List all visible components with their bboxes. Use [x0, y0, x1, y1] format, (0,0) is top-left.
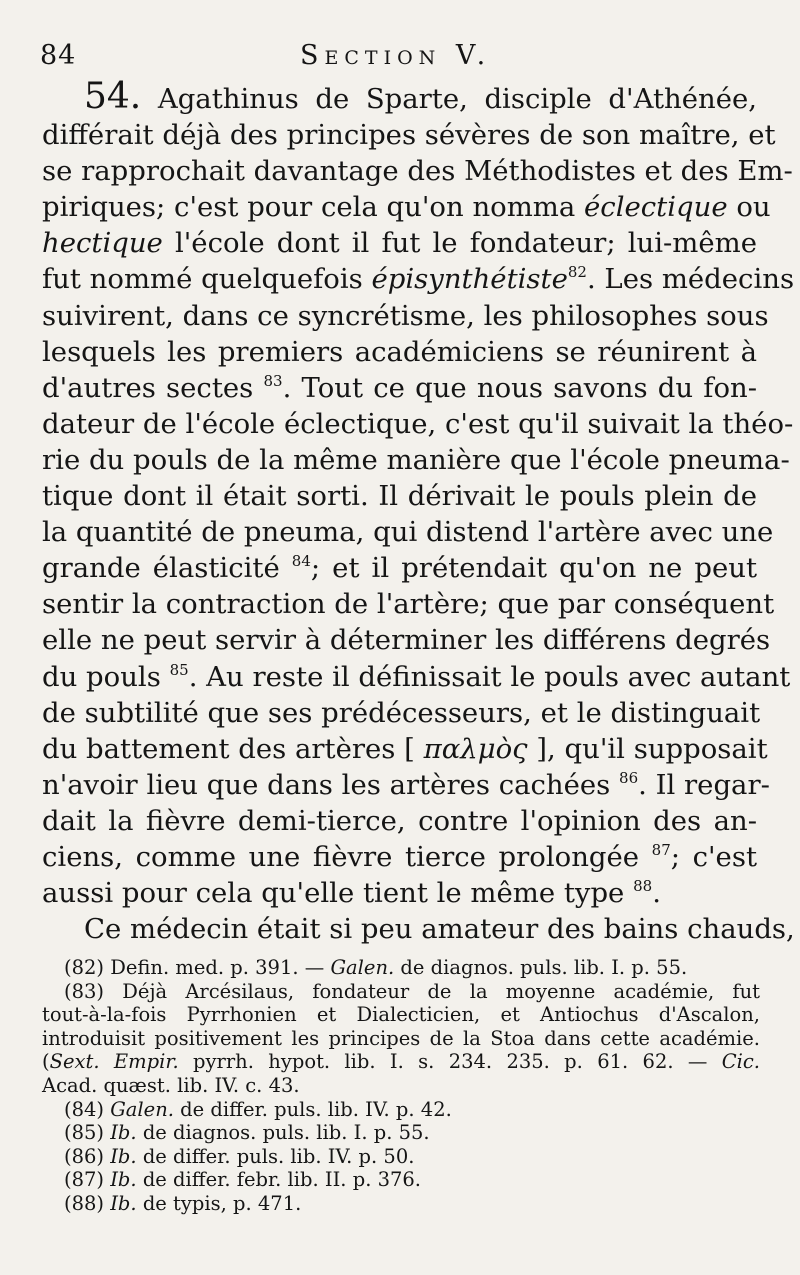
- footnote-82: (82) Defin. med. p. 391. — Galen. de diagnos. puls. lib. I. p. 55.: [64, 956, 688, 979]
- text-line: 54. Agathinus de Sparte, disciple d'Athénée,: [84, 76, 757, 117]
- text-line: dateur de l'école éclectique, c'est qu'il suivait la théo-: [42, 407, 794, 440]
- footnote-83-cont: tout-à-la-fois Pyrrhonien et Dialecticien, et Antiochus d'Ascalon,: [42, 1003, 760, 1027]
- text-line: d'autres sectes $^{83}$. Tout ce que nous savons du fon-: [42, 371, 758, 404]
- italic-term: épisynthétiste: [371, 263, 568, 296]
- text-line: Ce médecin était si peu amateur des bains chauds,: [84, 913, 795, 946]
- greek-word: παλμὸς: [423, 732, 528, 765]
- text-line: ciens, comme une fièvre tierce prolongée $^{87}$; c'est: [42, 840, 757, 873]
- footnote-83: (83) Déjà Arcésilaus, fondateur de la moyenne académie, fut: [64, 979, 760, 1003]
- text-line: suivirent, dans ce syncrétisme, les philosophes sous: [42, 299, 769, 332]
- text-line: lesquels les premiers académiciens se réunirent à: [42, 335, 757, 368]
- footnote-85: (85) Ib. de diagnos. puls. lib. I. p. 55.: [64, 1121, 430, 1145]
- text-line: hectique l'école dont il fut le fondateur; lui-même: [42, 227, 757, 260]
- running-head: Section V.: [300, 40, 492, 71]
- italic-term: hectique: [42, 227, 163, 260]
- text-line: grande élasticité $^{84}$; et il prétendait qu'on ne peut: [42, 552, 757, 585]
- footnote-83-cont: introduisit positivement les principes de la Stoa dans cette académie.: [42, 1026, 760, 1050]
- footnote-ref: 82: [567, 263, 587, 282]
- text-line: du battement des artères [ παλμὸς ], qu'il supposait: [42, 732, 768, 765]
- footnote-ref: 83: [263, 371, 283, 390]
- text-line: elle ne peut servir à déterminer les différens degrés: [42, 624, 771, 657]
- text-line: dait la fièvre demi-tierce, contre l'opinion des an-: [42, 804, 757, 837]
- footnote-ref: 88: [633, 877, 653, 896]
- text-line: du pouls $^{85}$. Au reste il définissait le pouls avec autant: [42, 660, 791, 693]
- text-line: fut nommé quelquefois épisynthétiste$^{82}$. Les médecins: [42, 263, 795, 296]
- text-line: de subtilité que ses prédécesseurs, et le distinguait: [42, 696, 761, 729]
- footnote-ref: 87: [651, 840, 671, 859]
- footnote-88: (88) Ib. de typis, p. 471.: [64, 1191, 302, 1215]
- italic-term: éclectique: [584, 191, 728, 224]
- text-line: rie du pouls de la même manière que l'école pneuma-: [42, 443, 790, 476]
- page-header: [0, 34, 800, 74]
- text-line: différait déjà des principes sévères de son maître, et: [42, 119, 776, 152]
- page-number: 84: [40, 40, 77, 71]
- text-line: n'avoir lieu que dans les artères cachées $^{86}$. Il regar-: [42, 768, 770, 801]
- text-line: piriques; c'est pour cela qu'on nomma éclectique ou: [42, 191, 771, 224]
- footnote-ref: 84: [291, 552, 311, 571]
- text-line: la quantité de pneuma, qui distend l'artère avec une: [42, 516, 774, 549]
- footnote-ref: 86: [619, 768, 639, 787]
- footnote-87: (87) Ib. de differ. febr. lib. II. p. 376.: [64, 1168, 422, 1192]
- text-line: aussi pour cela qu'elle tient le même type $^{88}$.: [42, 877, 661, 910]
- footnote-83-cont: (Sext. Empir. pyrrh. hypot. lib. I. s. 234. 235. p. 61. 62. — Cic.: [42, 1050, 761, 1074]
- text-line: sentir la contraction de l'artère; que par conséquent: [42, 588, 775, 621]
- paragraph-number: 54.: [84, 76, 142, 117]
- text-line: tique dont il était sorti. Il dérivait le pouls plein de: [42, 480, 757, 513]
- footnote-83-cont: Acad. quæst. lib. IV. c. 43.: [42, 1073, 300, 1097]
- footnote-86: (86) Ib. de differ. puls. lib. IV. p. 50.: [64, 1144, 415, 1168]
- footnotes: [42, 956, 760, 1216]
- main-text: [42, 76, 795, 947]
- text-line: se rapprochait davantage des Méthodistes et des Em-: [42, 155, 793, 188]
- footnote-84: (84) Galen. de differ. puls. lib. IV. p. 42.: [64, 1097, 452, 1121]
- footnote-ref: 85: [169, 660, 189, 679]
